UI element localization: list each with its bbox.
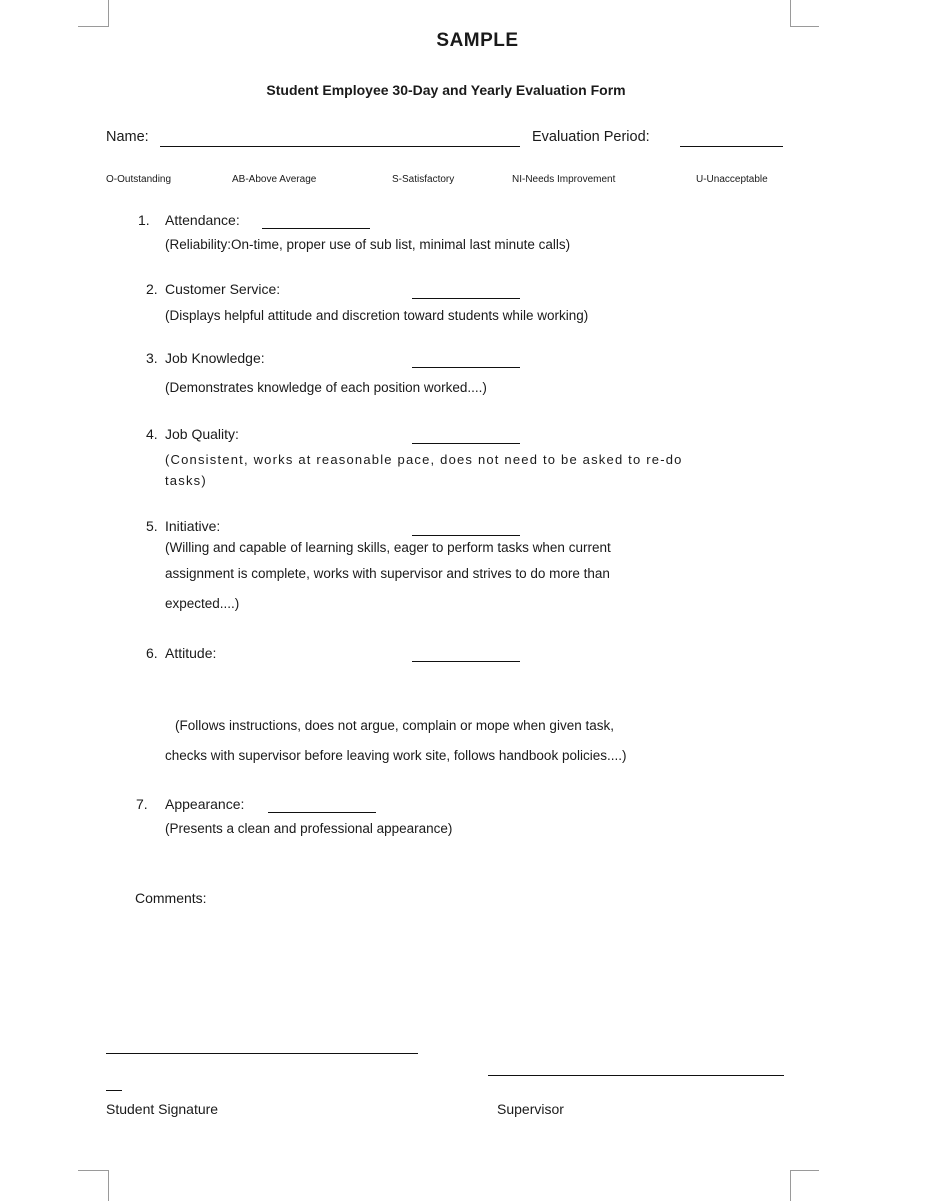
crop-mark-bottom-right <box>790 1170 819 1201</box>
job-quality-description: (Consistent, works at reasonable pace, does not need to be asked to re-do <box>165 452 683 467</box>
item-number: 6. <box>146 645 158 661</box>
name-label: Name: <box>106 129 149 145</box>
item-number: 7. <box>136 796 148 812</box>
rating-unacceptable: U-Unacceptable <box>696 174 768 185</box>
crop-mark-bottom-left <box>78 1170 109 1201</box>
appearance-label: Appearance: <box>165 796 245 812</box>
evaluation-period-field[interactable] <box>680 146 783 147</box>
attendance-description: (Reliability:On-time, proper use of sub list, minimal last minute calls) <box>165 237 571 252</box>
rating-needs-improvement: NI-Needs Improvement <box>512 174 616 185</box>
student-signature-line-tail <box>106 1090 122 1091</box>
appearance-description: (Presents a clean and professional appearance) <box>165 821 453 836</box>
attendance-label: Attendance: <box>165 212 240 228</box>
item-number: 5. <box>146 518 158 534</box>
form-subtitle: Student Employee 30-Day and Yearly Evaluation Form <box>266 82 626 98</box>
rating-satisfactory: S-Satisfactory <box>392 174 455 185</box>
item-number: 4. <box>146 426 158 442</box>
item-number: 3. <box>146 350 158 366</box>
rating-above-average: AB-Above Average <box>232 174 317 185</box>
initiative-description-cont: assignment is complete, works with supervisor and strives to do more than <box>165 566 610 581</box>
job-quality-description-cont: tasks) <box>165 473 207 488</box>
crop-mark-top-right <box>790 0 819 27</box>
page-title: SAMPLE <box>436 30 519 51</box>
attendance-rating-field[interactable] <box>262 228 370 229</box>
student-signature-label: Student Signature <box>106 1101 219 1117</box>
item-number: 1. <box>138 212 150 228</box>
crop-mark-top-left <box>78 0 109 27</box>
comments-area[interactable] <box>135 915 785 1035</box>
evaluation-period-label: Evaluation Period: <box>532 129 650 145</box>
customer-service-rating-field[interactable] <box>412 298 520 299</box>
attitude-rating-field[interactable] <box>412 661 520 662</box>
initiative-rating-field[interactable] <box>412 535 520 536</box>
supervisor-signature-line[interactable] <box>488 1075 784 1076</box>
job-quality-label: Job Quality: <box>165 426 239 442</box>
appearance-rating-field[interactable] <box>268 812 376 813</box>
name-field[interactable] <box>160 146 520 147</box>
attitude-description: (Follows instructions, does not argue, complain or mope when given task, <box>175 718 614 733</box>
initiative-description: (Willing and capable of learning skills, eager to perform tasks when current <box>165 540 611 555</box>
supervisor-signature-label: Supervisor <box>497 1101 564 1117</box>
rating-outstanding: O-Outstanding <box>106 174 172 185</box>
student-signature-line[interactable] <box>106 1053 418 1054</box>
job-knowledge-label: Job Knowledge: <box>165 350 265 366</box>
customer-service-description: (Displays helpful attitude and discretion toward students while working) <box>165 308 589 323</box>
job-knowledge-rating-field[interactable] <box>412 367 520 368</box>
job-knowledge-description: (Demonstrates knowledge of each position worked....) <box>165 380 487 395</box>
attitude-label: Attitude: <box>165 645 217 661</box>
initiative-description-end: expected....) <box>165 596 240 611</box>
attitude-description-cont: checks with supervisor before leaving work site, follows handbook policies....) <box>165 748 627 763</box>
job-quality-rating-field[interactable] <box>412 443 520 444</box>
comments-label: Comments: <box>135 890 207 906</box>
item-number: 2. <box>146 281 158 297</box>
customer-service-label: Customer Service: <box>165 281 281 297</box>
initiative-label: Initiative: <box>165 518 221 534</box>
